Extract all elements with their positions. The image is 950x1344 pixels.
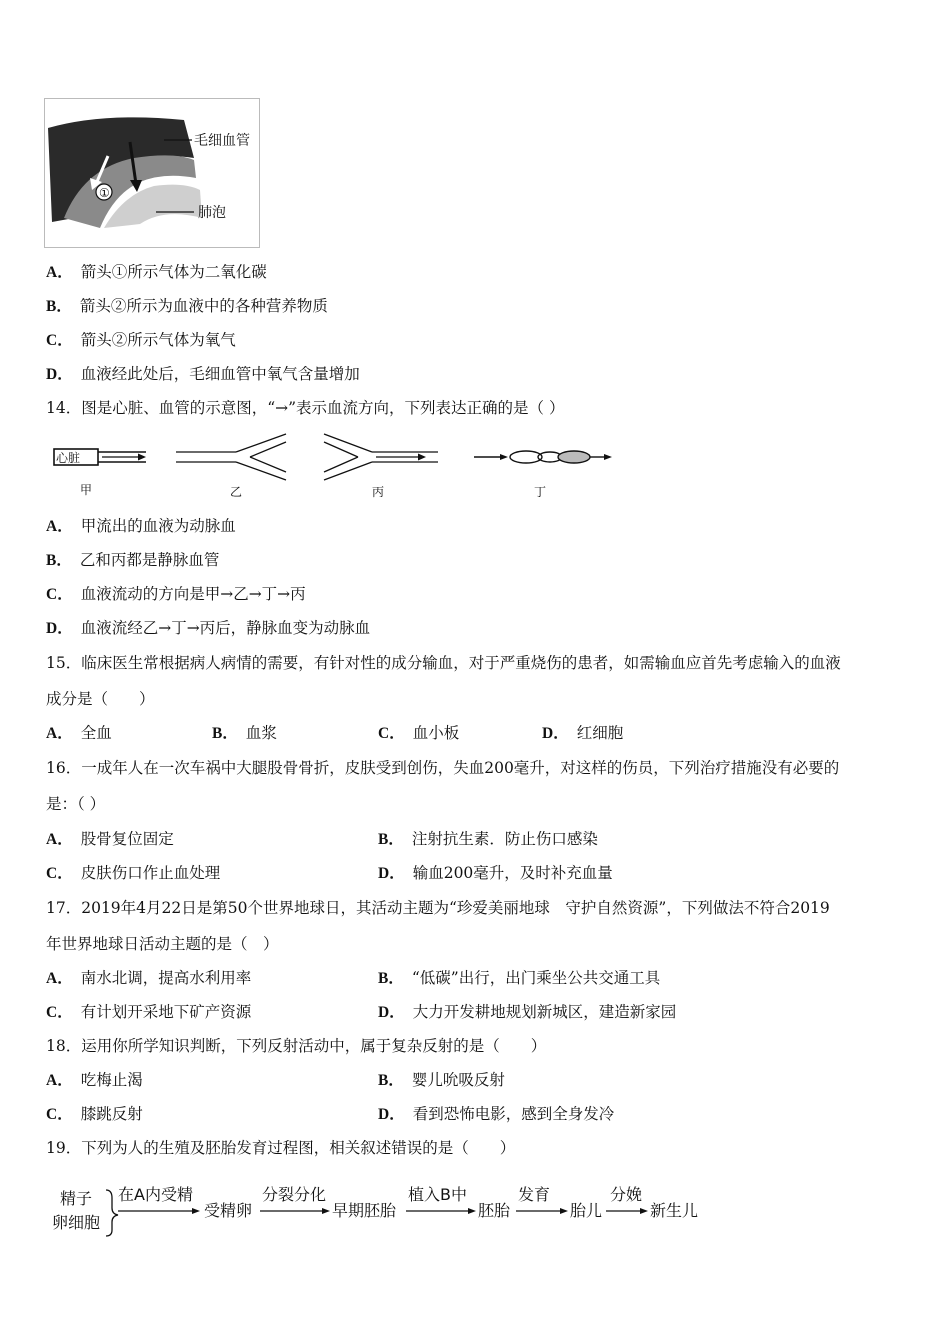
label-yi: 乙 <box>230 485 243 499</box>
q16-option-d: D． 输血200毫升，及时补充血量 <box>378 864 613 882</box>
q14-option-d: D． 血液流经乙→丁→丙后，静脉血变为动脉血 <box>46 619 371 637</box>
q14-option-a: A． 甲流出的血液为动脉血 <box>46 517 236 535</box>
flow-node3: 胚胎 <box>478 1201 511 1220</box>
flow-node2: 早期胚胎 <box>332 1201 397 1220</box>
q13-option-d: D． 血液经此处后，毛细血管中氧气含量增加 <box>46 365 360 383</box>
q17-stem-line2: 年世界地球日活动主题的是（ ） <box>46 935 279 953</box>
q17-option-b: B． “低碳”出行，出门乘坐公共交通工具 <box>378 969 661 987</box>
vessel-figure <box>46 430 626 502</box>
q18-option-b: B． 婴儿吮吸反射 <box>378 1071 505 1089</box>
q17-option-d: D． 大力开发耕地规划新城区，建造新家园 <box>378 1003 677 1021</box>
q15-stem-line2: 成分是（ ） <box>46 690 155 708</box>
flow-node1: 受精卵 <box>204 1201 253 1220</box>
label-jia: 甲 <box>80 483 93 497</box>
arrow-1-label: ① <box>99 186 110 200</box>
q14-option-b: B． 乙和丙都是静脉血管 <box>46 551 220 569</box>
flow-node5: 新生儿 <box>650 1201 699 1220</box>
label-ding: 丁 <box>534 485 547 499</box>
q16-stem-line2: 是：（ ） <box>46 795 106 813</box>
q17-options-row2 <box>46 1002 906 1022</box>
q17-stem-line1: 17．2019年4月22日是第50个世界地球日，其活动主题为“珍爱美丽地球 守护自然资源”，下列做法不符合2019 <box>46 899 830 917</box>
q17-option-a: A． 南水北调，提高水利用率 <box>46 969 252 987</box>
q18-options-row1 <box>46 1070 906 1090</box>
q18-stem: 18．运用你所学知识判断，下列反射活动中，属于复杂反射的是（ ） <box>46 1037 547 1055</box>
q16-stem-line1: 16．一成年人在一次车祸中大腿股骨骨折，皮肤受到创伤，失血200毫升，对这样的伤员，下列治疗措施没有必要的 <box>46 759 840 777</box>
q16-option-c: C． 皮肤伤口作止血处理 <box>46 864 221 882</box>
flow-sperm: 精子 <box>60 1189 93 1208</box>
q14-stem: 14．图是心脏、血管的示意图，“→”表示血流方向，下列表达正确的是（ ） <box>46 399 565 417</box>
label-bing: 丙 <box>372 485 385 499</box>
q18-option-d: D． 看到恐怖电影，感到全身发冷 <box>378 1105 615 1123</box>
q13-option-b: B． 箭头②所示为血液中的各种营养物质 <box>46 297 328 315</box>
brace <box>106 1190 118 1236</box>
q18-option-a: A． 吃梅止渴 <box>46 1071 143 1089</box>
q14-option-c: C． 血液流动的方向是甲→乙→丁→丙 <box>46 585 306 603</box>
reproduction-flowchart <box>46 1178 726 1238</box>
q16-options-row2 <box>46 863 906 883</box>
q15-option-b: B． 血浆 <box>212 724 277 742</box>
alveolus-diagram <box>44 98 260 248</box>
q18-option-c: C． 膝跳反射 <box>46 1105 143 1123</box>
q17-options-row1 <box>46 968 906 988</box>
alveolus-figure <box>44 98 260 248</box>
q16-options-row1 <box>46 829 906 849</box>
flow-step4: 发育 <box>518 1185 551 1204</box>
q19-stem: 19．下列为人的生殖及胚胎发育过程图，相关叙述错误的是（ ） <box>46 1139 516 1157</box>
vessel-diagram <box>46 430 626 502</box>
flow-step3: 植入B中 <box>408 1185 467 1204</box>
q18-options-row2 <box>46 1104 906 1124</box>
q13-option-a: A． 箭头①所示气体为二氧化碳 <box>46 263 267 281</box>
heart-label: 心脏 <box>56 451 81 465</box>
q17-option-c: C． 有计划开采地下矿产资源 <box>46 1003 252 1021</box>
capillary-label: 毛细血管 <box>194 133 250 149</box>
q15-option-a: A． 全血 <box>46 724 112 742</box>
q15-option-d: D． 红细胞 <box>542 724 624 742</box>
q15-options-row <box>46 723 906 743</box>
q15-option-c: C． 血小板 <box>378 724 460 742</box>
reproduction-flow-diagram <box>46 1178 726 1238</box>
flow-node4: 胎儿 <box>570 1201 603 1220</box>
q13-option-c: C． 箭头②所示气体为氧气 <box>46 331 236 349</box>
flow-step1: 在A内受精 <box>118 1185 193 1204</box>
flow-step5: 分娩 <box>610 1185 643 1204</box>
q15-stem-line1: 15．临床医生常根据病人病情的需要，有针对性的成分输血，对于严重烧伤的患者，如需输血应首先考虑输入的血液 <box>46 654 841 672</box>
flow-step2: 分裂分化 <box>262 1185 327 1204</box>
q16-option-b: B． 注射抗生素．防止伤口感染 <box>378 830 598 848</box>
q16-option-a: A． 股骨复位固定 <box>46 830 174 848</box>
alveolus-label: 肺泡 <box>198 205 226 221</box>
flow-egg: 卵细胞 <box>52 1213 101 1232</box>
